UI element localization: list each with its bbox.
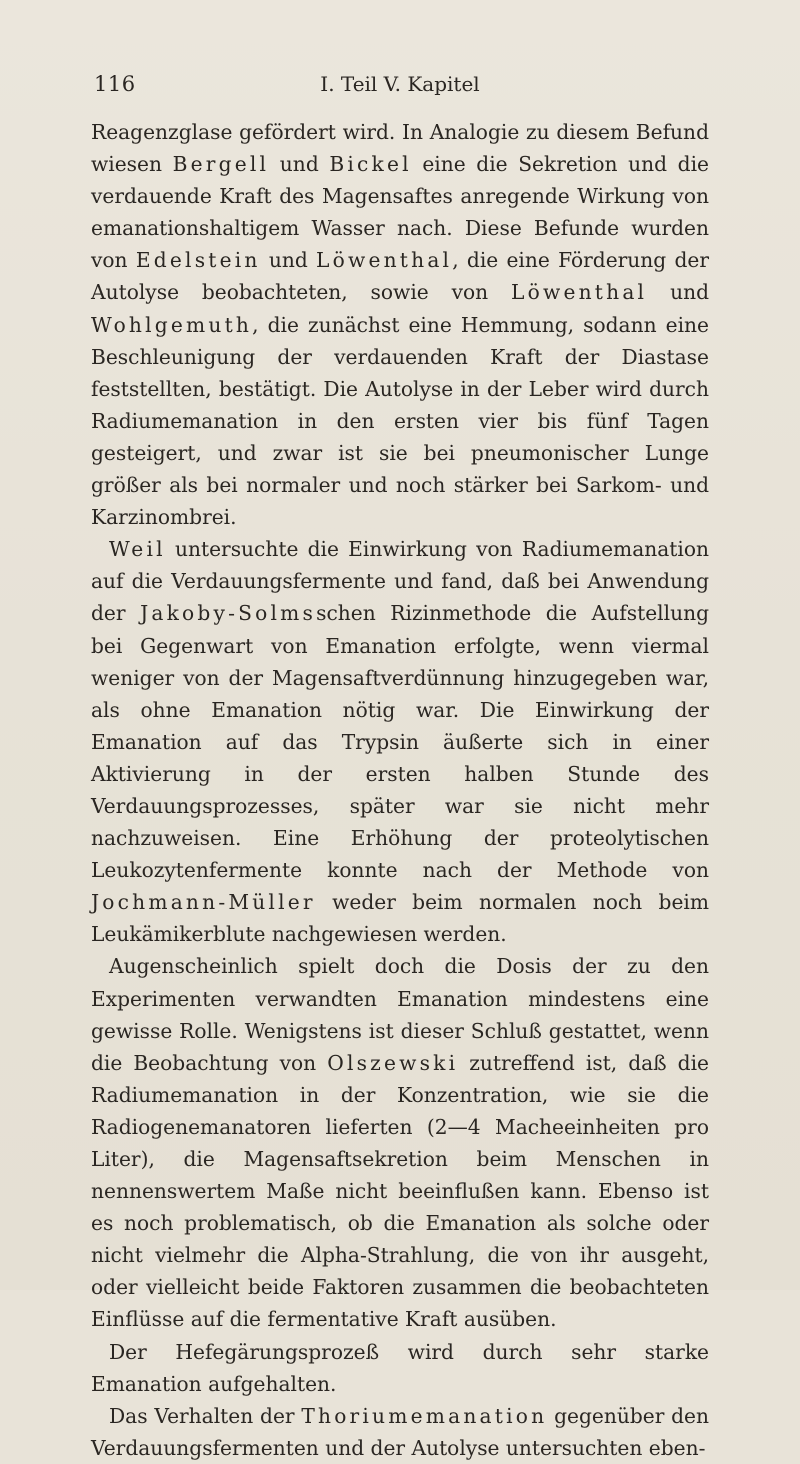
text-run: Reagenzglase gefördert wird. In Analogie zu diesem Befund wiesen: [91, 120, 709, 177]
author-name: Jochmann-Müller: [91, 890, 316, 915]
page-header: [94, 72, 706, 102]
author-name: Wohlgemuth: [91, 312, 253, 337]
text-run: Augenscheinlich spielt doch die Dosis der zu den Experimenten verwandten Emanation mindestens eine gewisse Rolle. Wenigstens ist dieser Schluß gestattet, wenn die Beobachtung von: [91, 954, 709, 1075]
running-head: I. Teil V. Kapitel: [320, 72, 480, 96]
author-name: Bergell: [172, 152, 270, 177]
text-run: weder beim normalen noch beim Leukämikerblute nachgewiesen werden.: [91, 890, 709, 947]
text-run: und: [260, 248, 317, 273]
text-run: Das Verhalten der: [109, 1403, 302, 1428]
text-run: , die eine Förderung der Autolyse beobachteten, sowie von: [91, 248, 710, 305]
author-name: Weil: [109, 537, 166, 562]
author-name: Olszewski: [327, 1050, 459, 1075]
text-run: zutreffend ist, daß die Radiumemanation in der Konzentration, wie sie die Radiogenemanatoren lieferten (2—4 Macheeinheiten pro Liter), die Magensaftsekretion beim Menschen in nennenswertem Maße nicht beeinflußen kann. Ebenso ist es noch problematisch, ob die Emanation als solche oder nicht vielmehr die Alpha-Strahlung, die von ihr ausgeht, oder vielleicht beide Faktoren zusammen die beobachteten Einflüsse auf die fermentative Kraft ausüben.: [91, 1050, 710, 1332]
author-name: Jakoby-Solms: [140, 601, 317, 626]
paragraph-2: [91, 533, 709, 950]
author-name: Edelstein: [135, 248, 261, 273]
text-run: und: [269, 152, 330, 177]
body-text: [91, 116, 709, 1464]
author-name: Löwenthal: [316, 248, 453, 273]
text-run: untersuchte die Einwirkung von Radiumemanation auf die Verdauungsfermente und fand, daß bei Anwendung der: [91, 537, 709, 626]
text-run: Der Hefegärungsprozeß wird durch sehr starke Emanation aufgehalten.: [91, 1339, 709, 1396]
author-name: Löwenthal: [511, 280, 648, 305]
text-run: schen Rizinmethode die Aufstellung bei Gegenwart von Emanation erfolgte, wenn viermal weniger von der Magensaftverdünnung hinzugegeben war, als ohne Emanation nötig war. Die Einwirkung der Emanation auf das Trypsin äußerte sich in einer Aktivierung in der ersten halben Stunde des Verdauungsprozesses, später war sie nicht mehr nachzuweisen. Eine Erhöhung der proteolytischen Leukozytenfermente konnte nach der Methode von: [91, 601, 709, 883]
page-number: 116: [94, 72, 136, 96]
paragraph-5: [91, 1400, 709, 1464]
author-name: Bickel: [329, 152, 412, 177]
paragraph-4: [91, 1336, 709, 1400]
text-run: und: [647, 280, 709, 305]
text-run: gegenüber den Verdauungsfermenten und der Autolyse untersuchten eben-: [91, 1403, 709, 1460]
paragraph-3: [91, 950, 709, 1335]
text-run: eine die Sekretion und die verdauende Kraft des Magensaftes anregende Wirkung von emanationshaltigem Wasser nach. Diese Befunde wurden von: [91, 152, 709, 273]
text-run: , die zunächst eine Hemmung, sodann eine Beschleunigung der verdauenden Kraft der Diastase feststellten, bestätigt. Die Autolyse in der Leber wird durch Radiumemanation in den ersten vier bis fünf Tagen gesteigert, und zwar ist sie bei pneumonischer Lunge größer als bei normaler und noch stärker bei Sarkom- und Karzinombrei.: [91, 312, 709, 530]
emphasized-term: Thoriumemanation: [301, 1403, 548, 1428]
paragraph-1: [91, 116, 709, 533]
